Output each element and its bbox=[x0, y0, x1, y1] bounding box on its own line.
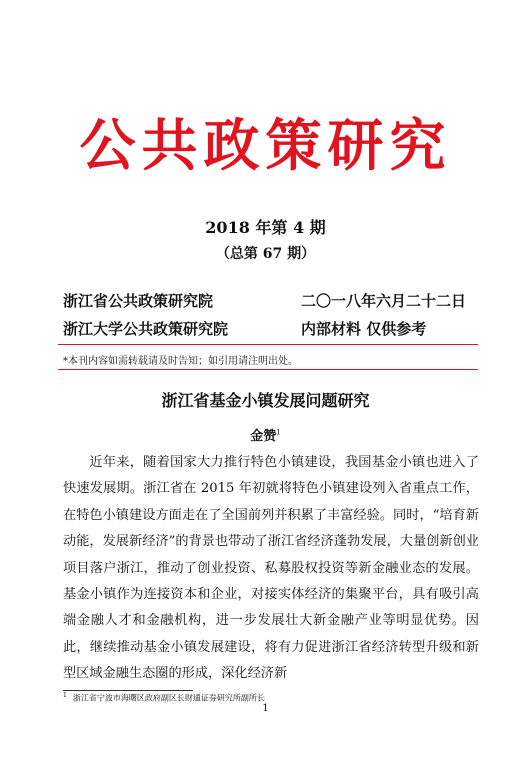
footnote-text: 浙江省宁波市海曙区政府副区长财通证券研究所副所长 bbox=[72, 693, 265, 703]
header-divider bbox=[58, 344, 478, 345]
footnote-mark: 1 bbox=[63, 692, 67, 699]
author-footnote-mark: 1 bbox=[276, 428, 281, 437]
total-issue-number: （总第 67 期） bbox=[215, 246, 316, 262]
journal-title: 公共政策研究 bbox=[79, 113, 452, 179]
publisher-name-1: 浙江省公共政策研究院 bbox=[63, 292, 214, 310]
publisher-name-2: 浙江大学公共政策研究院 bbox=[63, 320, 229, 338]
footnote bbox=[63, 692, 265, 704]
publisher-row-2 bbox=[63, 318, 503, 339]
publisher-row-1 bbox=[63, 290, 503, 311]
page-number: 1 bbox=[262, 703, 269, 714]
article-title: 浙江省基金小镇发展问题研究 bbox=[161, 391, 370, 410]
reprint-notice: *本刊内容如需转载请及时告知；如引用请注明出处。 bbox=[63, 356, 298, 367]
publication-date: 二〇一八年六月二十二日 bbox=[301, 292, 467, 310]
author-name: 金赞 bbox=[250, 429, 277, 444]
article-body: 近年来，随着国家大力推行特色小镇建设，我国基金小镇也进入了快速发展期。浙江省在 2015 年初就将特色小镇建设列入省重点工作，在特色小镇建设方面走在了全国前列并积累了丰富经验。同时，“培育新动能，发展新经济”的背景也带动了浙江省经济蓬勃发展，大量创新创业项目落户浙江，推动了创业投资、私募股权投资等新金融业态的发展。基金小镇作为连接资本和企业，对接实体经济的集聚平台，具有吸引高端金融人才和金融机构，进一步发展壮大新金融产业等明显优势。因此，继续推动基金小镇发展建设，将有力促进浙江省经济转型升级和新型区域金融生态圈的形成，深化经济新 bbox=[63, 455, 479, 682]
issue-number: 2018 年第 4 期 bbox=[205, 218, 326, 237]
footnote-divider bbox=[63, 690, 193, 691]
author bbox=[0, 425, 531, 444]
notice-divider bbox=[58, 369, 478, 370]
classification-label: 内部材料 仅供参考 bbox=[301, 320, 427, 338]
